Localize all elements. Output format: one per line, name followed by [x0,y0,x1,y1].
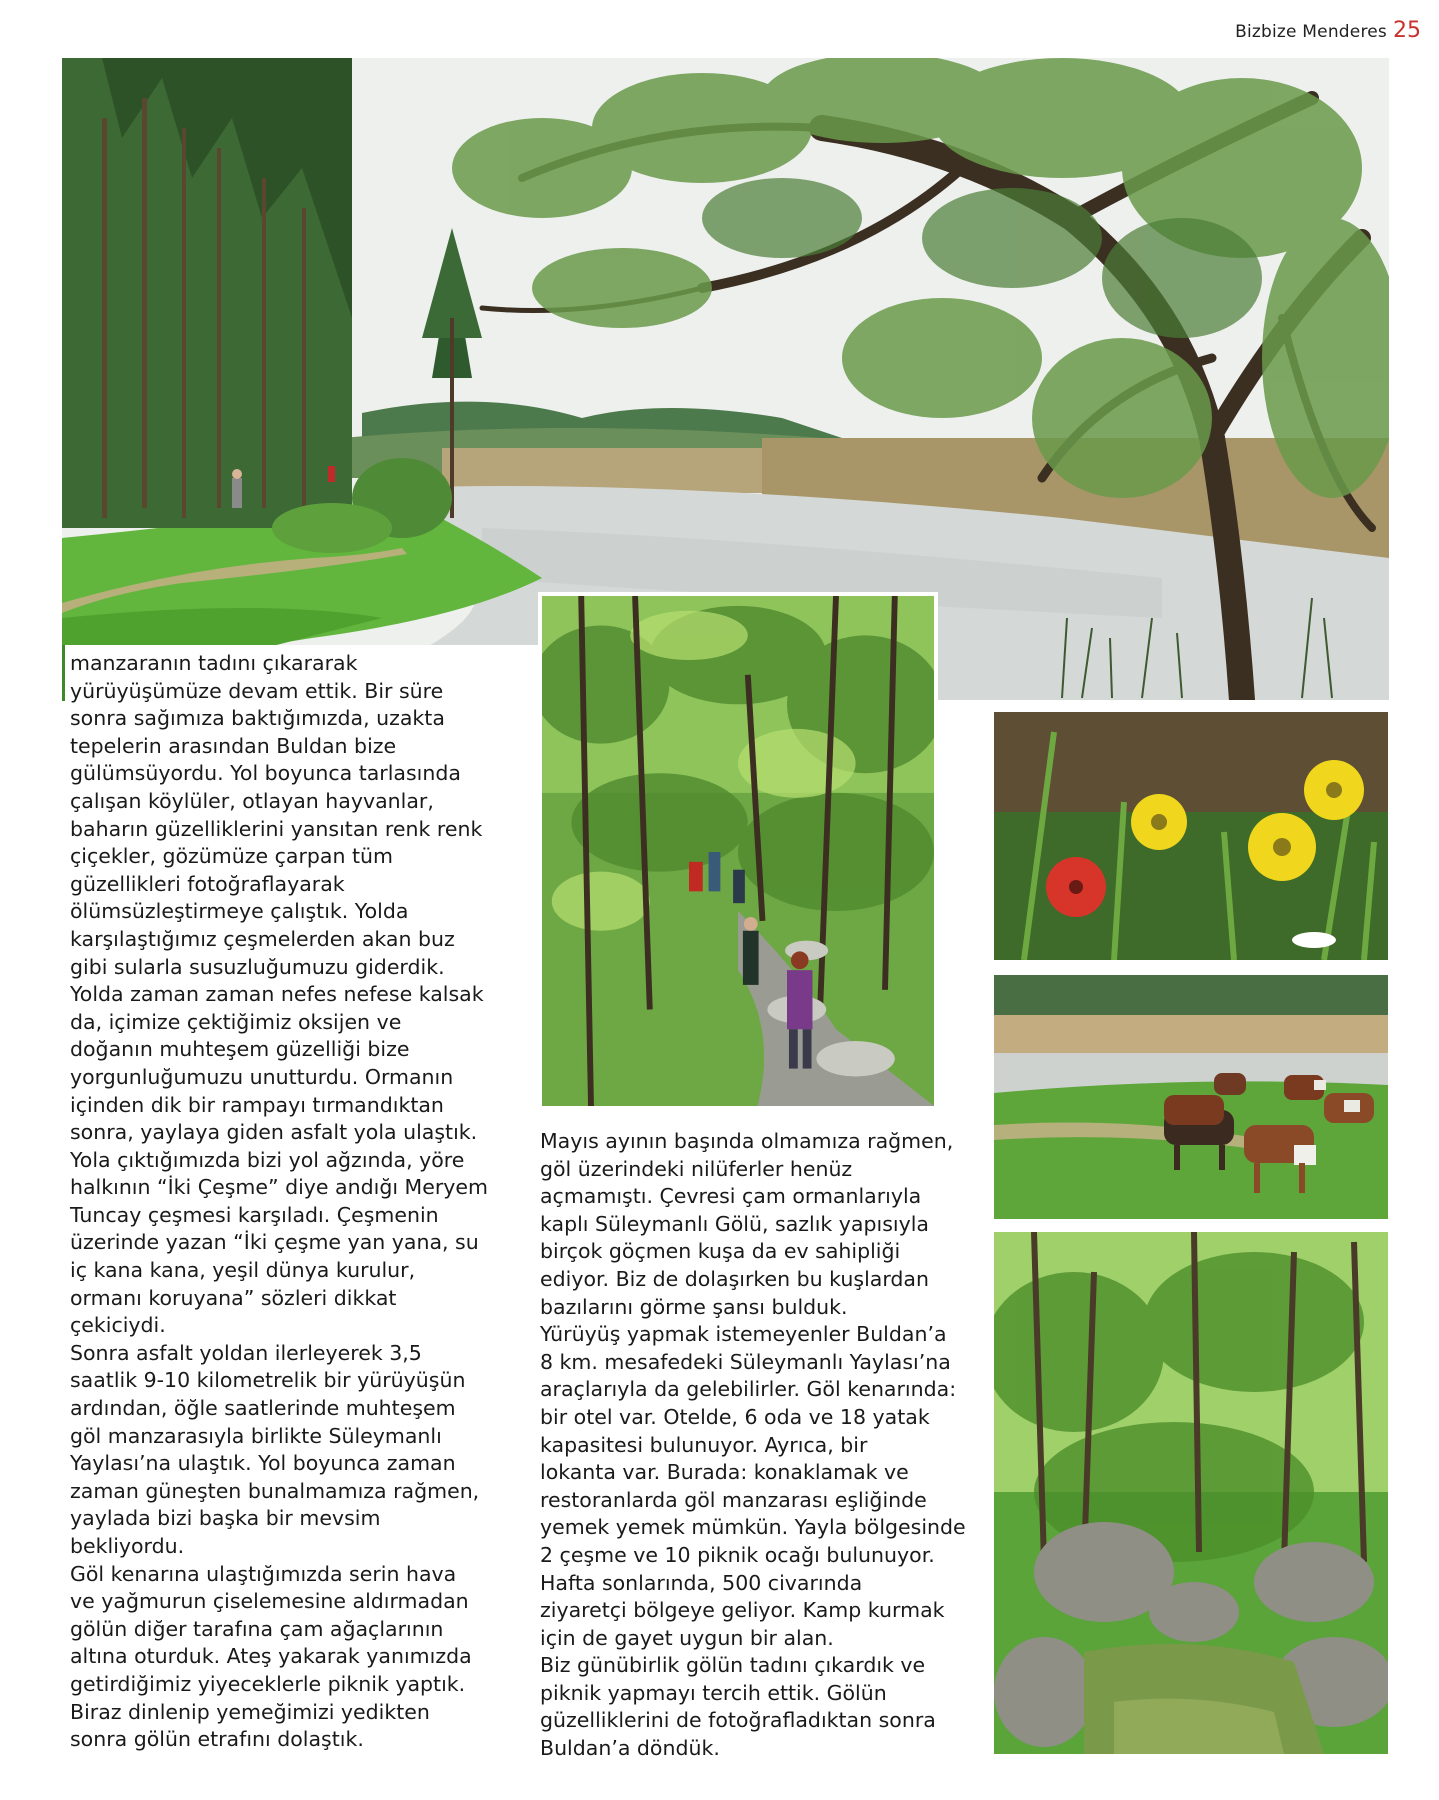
accent-bar [62,645,65,701]
article-middle-column: Mayıs ayının başında olmamıza rağmen, göl üzerindeki nilüferler henüz açmamıştı. Çevresi çam ormanlarıyla kaplı Süleymanlı Gölü, sazlık yapısıyla birçok göçmen kuşa da ev sahipliği ediyor. Biz de dolaşırken bu kuşlardan bazılarını görme şansı bulduk. Yürüyüş yapmak istemeyenler Buldan’a 8 km. mesafedeki Süleymanlı Yaylası’na araçlarıyla da gelebilirler. Göl kenarında: bir otel var. Otelde, 6 oda ve 18 yatak kapasitesi bulunuyor. Ayrıca, bir lokanta var. Burada: konaklamak ve restoranlarda göl manzarası eşliğinde yemek yemek mümkün. Yayla bölgesinde 2 çeşme ve 10 piknik ocağı bulunuyor. Hafta sonlarında, 500 civarında ziyaretçi bölgeye geliyor. Kamp kurmak için de gayet uygun bir alan. Biz günübirlik gölün tadını çıkardık ve piknik yapmayı tercih ettik. Gölün güzelliklerini de fotoğrafladıktan sonra Buldan’a döndük. [540,1129,966,1761]
forest-trail-photo [538,592,938,1110]
page-header [1235,18,1421,43]
grazing-cows-photo [994,975,1388,1219]
forest-trail-hikers-icon [542,596,934,1106]
wildflowers-photo [994,712,1388,960]
page-number: 25 [1393,18,1421,43]
article-left-column: manzaranın tadını çıkararak yürüyüşümüze devam ettik. Bir süre sonra sağımıza baktığımızda, uzakta tepelerin arasından Buldan bize gülümsüyordu. Yol boyunca tarlasında çalışan köylüler, otlayan hayvanlar, baharın güzelliklerini yansıtan renk renk çiçekler, gözümüze çarpan tüm güzellikleri fotoğraflayarak ölümsüzleştirmeye çalıştık. Yolda karşılaştığımız çeşmelerden akan buz gibi sularla susuzluğumuzu giderdik. Yolda zaman zaman nefes nefese kalsak da, içimize çektiğimiz oksijen ve doğanın muhteşem güzelliği bize yorgunluğumuzu unutturdu. Ormanın içinden dik bir rampayı tırmandıktan sonra, yaylaya giden asfalt yola ulaştık. Yola çıktığımızda bizi yol ağzında, yöre halkının “İki Çeşme” diye andığı Meryem Tuncay çeşmesi karşıladı. Çeşmenin üzerinde yazan “İki çeşme yan yana, su iç kana kana, yeşil dünya kurulur, ormanı koruyana” sözleri dikkat çekiciydi. Sonra asfalt yoldan ilerleyerek 3,5 saatlik 9-10 kilometrelik bir yürüyüşün ardından, öğle saatlerinde muhteşem göl manzarasıyla birlikte Süleymanlı Yaylası’na ulaştık. Yol boyunca zaman zaman güneşten bunalmamıza rağmen, yaylada bizi başka bir mevsim bekliyordu. Göl kenarına ulaştığımızda serin hava ve yağmurun çiselemesine aldırmadan gölün diğer tarafına çam ağaçlarının altına oturduk. Ateş yakarak yanımızda getirdiğimiz yiyeceklerle piknik yaptık. Biraz dinlenip yemeğimizi yedikten sonra gölün etrafını dolaştık. [70,651,488,1752]
forest-creek-photo [994,1232,1388,1754]
grazing-cows-icon [994,975,1388,1219]
magazine-title: Bizbize Menderes [1235,22,1387,42]
forest-creek-icon [994,1232,1388,1754]
wildflowers-icon [994,712,1388,960]
